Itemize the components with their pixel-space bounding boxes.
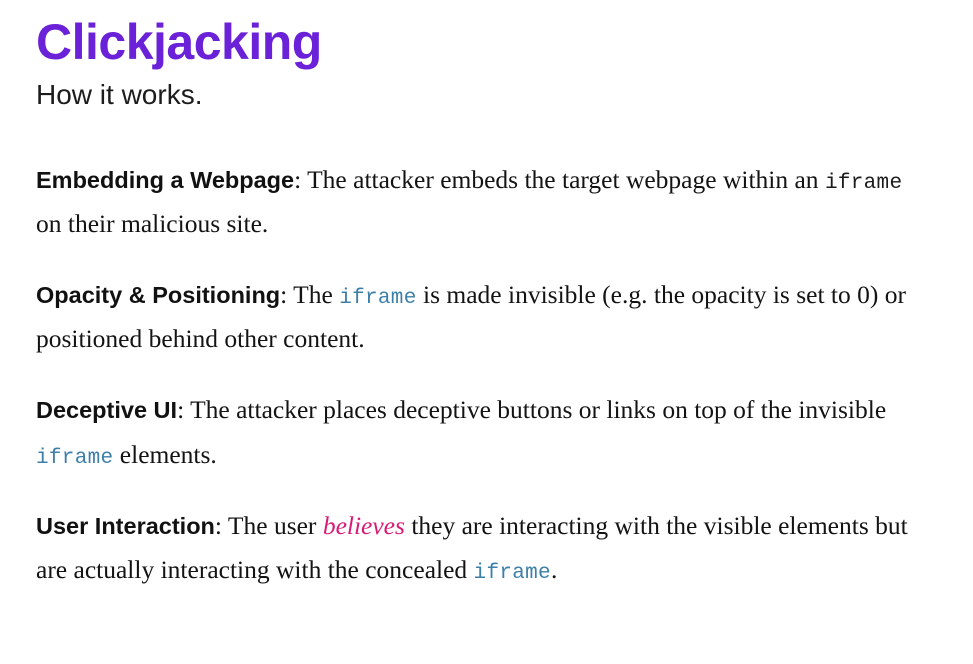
list-item-text: The: [293, 280, 340, 310]
list-item-separator: :: [214, 510, 228, 540]
list-item: [36, 504, 933, 592]
code-token: iframe: [473, 562, 551, 586]
list-item-separator: :: [280, 280, 294, 310]
list-item-lead: User Interaction: [36, 512, 215, 539]
list-item-lead: Embedding a Webpage: [36, 166, 295, 193]
list-item-text-tail: is made invisible (e.g. the opacity is set to 0) or positioned behind other content.: [36, 280, 906, 354]
page-title: Clickjacking: [36, 14, 322, 70]
code-token: iframe: [339, 287, 417, 311]
bullet-list: [36, 158, 933, 593]
list-item: [36, 158, 933, 246]
code-token: iframe: [824, 171, 903, 195]
list-item-text: The attacker embeds the target webpage within an: [307, 164, 825, 194]
list-item-text-tail: elements.: [113, 439, 217, 469]
list-item-separator: :: [177, 395, 191, 425]
emphasized-word: believes: [322, 510, 405, 540]
code-token: iframe: [36, 446, 114, 470]
list-item-text-tail: on their malicious site.: [36, 208, 269, 238]
page-subtitle: How it works.: [36, 79, 203, 110]
list-item-text: The user: [227, 510, 323, 540]
list-item: [36, 273, 933, 361]
list-item-lead: Deceptive UI: [36, 397, 178, 424]
list-item: [36, 388, 933, 476]
list-item-text-tail: .: [550, 555, 558, 585]
list-item-text: The attacker places deceptive buttons or links on top of the invisible: [190, 395, 887, 425]
list-item-lead: Opacity & Positioning: [36, 282, 281, 309]
list-item-separator: :: [294, 164, 308, 194]
list-item-text-mid: they are interacting with the visible elements but are actually interacting with the concealed: [36, 510, 908, 585]
